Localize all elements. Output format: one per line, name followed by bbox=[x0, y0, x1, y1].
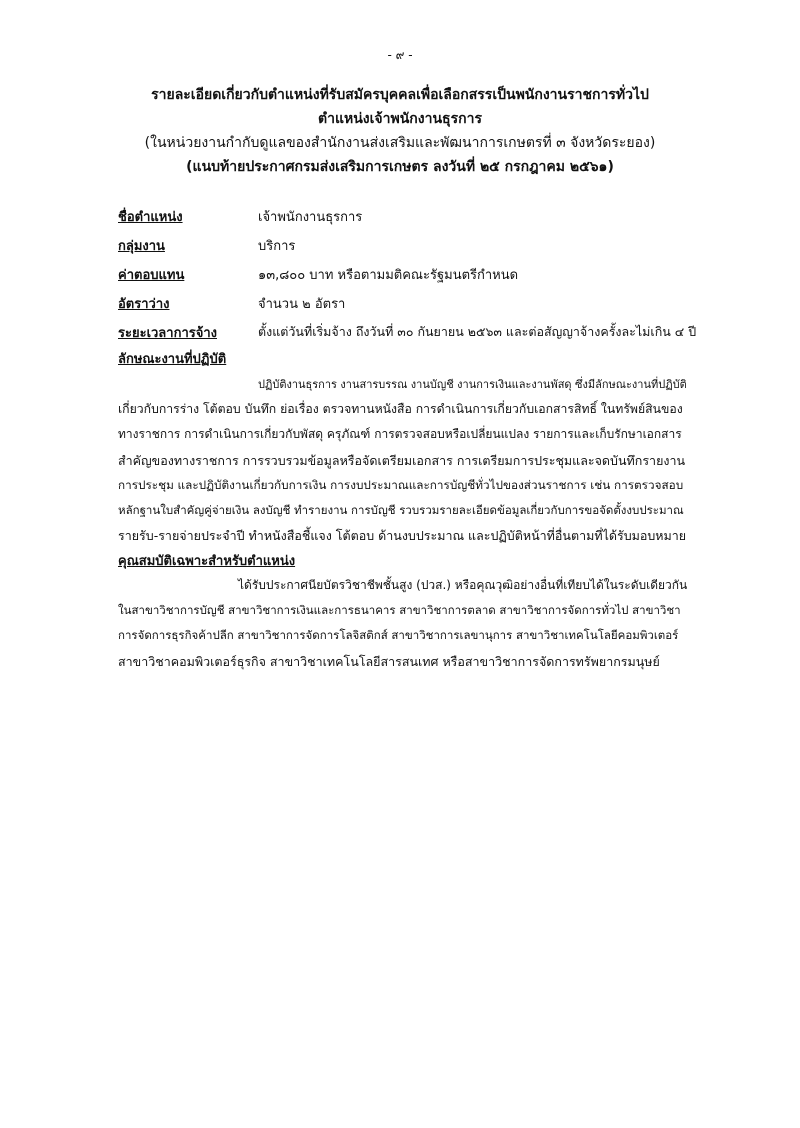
duties-line: สำคัญของทางราชการ การรวบรวมข้อมูลหรือจัดเตรียมเอกสาร การเตรียมการประชุมและจดบันทึกรายงาน bbox=[118, 452, 686, 468]
qualifications-line: ได้รับประกาศนียบัตรวิชาชีพชั้นสูง (ปวส.) หรือคุณวุฒิอย่างอื่นที่เทียบได้ในระดับเดียวกัน bbox=[238, 578, 688, 592]
qualifications-line: สาขาวิชาคอมพิวเตอร์ธุรกิจ สาขาวิชาเทคโนโลยีสารสนเทศ หรือสาขาวิชาการจัดการทรัพยากรมนุษย์ bbox=[118, 653, 660, 669]
qualifications-line: การจัดการธุรกิจค้าปลีก สาขาวิชาการจัดการโลจิสติกส์ สาขาวิชาการเลขานุการ สาขาวิชาเทคโนโลยีคอมพิวเตอร์ bbox=[118, 628, 679, 643]
qualifications-line: ในสาขาวิชาการบัญชี สาขาวิชาการเงินและการธนาคาร สาขาวิชาการตลาด สาขาวิชาการจัดการทั่วไป สาขาวิชา bbox=[118, 603, 681, 618]
field-label-position: ชื่อตำแหน่ง bbox=[118, 210, 183, 225]
duties-line: เกี่ยวกับการร่าง โต้ตอบ บันทึก ย่อเรื่อง ตรวจทานหนังสือ การดำเนินการเกี่ยวกับเอกสารสิทธิ์ ในทรัพย์สินของ bbox=[118, 402, 683, 417]
duties-line: ปฏิบัติงานธุรการ งานสารบรรณ งานบัญชี งานการเงินและงานพัสดุ ซึ่งมีลักษณะงานที่ปฏิบัติ bbox=[258, 378, 687, 391]
duties-heading: ลักษณะงานที่ปฏิบัติ bbox=[118, 352, 227, 367]
duties-line: หลักฐานใบสำคัญคู่จ่ายเงิน ลงบัญชี ทำรายงาน การบัญชี รวบรวมรายละเอียดข้อมูลเกี่ยวกับการขอจัดตั้งงบประมาณ bbox=[118, 503, 684, 518]
title-line-3: (ในหน่วยงานกำกับดูแลของสำนักงานส่งเสริมและพัฒนาการเกษตรที่ ๓ จังหวัดระยอง) bbox=[144, 135, 656, 151]
title-line-2: ตำแหน่งเจ้าพนักงานธุรการ bbox=[318, 111, 482, 127]
qualifications-heading: คุณสมบัติเฉพาะสำหรับตำแหน่ง bbox=[118, 554, 296, 569]
qualifications-paragraph bbox=[118, 573, 688, 674]
duties-paragraph bbox=[118, 372, 688, 548]
title-line-4: (แนบท้ายประกาศกรมส่งเสริมการเกษตร ลงวันที่ ๒๕ กรกฎาคม ๒๕๖๑) bbox=[186, 159, 614, 175]
field-label-salary: ค่าตอบแทน bbox=[118, 268, 185, 283]
duties-line: ทางราชการ การดำเนินการเกี่ยวกับพัสดุ ครุภัณฑ์ การตรวจสอบหรือเปลี่ยนแปลง รายการและเก็บรักษาเอกสาร bbox=[118, 427, 682, 442]
page-number: - ๙ - bbox=[387, 48, 413, 62]
title-line-1: รายละเอียดเกี่ยวกับตำแหน่งที่รับสมัครบุคคลเพื่อเลือกสรรเป็นพนักงานราชการทั่วไป bbox=[151, 87, 649, 103]
field-value-position: เจ้าพนักงานธุรการ bbox=[258, 210, 363, 225]
field-label-period: ระยะเวลาการจ้าง bbox=[118, 326, 217, 341]
field-value-vacancies: จำนวน ๒ อัตรา bbox=[258, 297, 346, 312]
field-label-group: กลุ่มงาน bbox=[118, 239, 165, 254]
duties-line: การประชุม และปฏิบัติงานเกี่ยวกับการเงิน การงบประมาณและการบัญชีทั่วไปของส่วนราชการ เช่น การตรวจสอบ bbox=[118, 477, 684, 492]
field-value-salary: ๑๓,๘๐๐ บาท หรือตามมติคณะรัฐมนตรีกำหนด bbox=[258, 268, 519, 283]
field-value-group: บริการ bbox=[258, 239, 296, 254]
field-value-period: ตั้งแต่วันที่เริ่มจ้าง ถึงวันที่ ๓๐ กันยายน ๒๕๖๓ และต่อสัญญาจ้างครั้งละไม่เกิน ๔ ปี bbox=[258, 324, 697, 339]
duties-line: รายรับ-รายจ่ายประจำปี ทำหนังสือชี้แจง โต้ตอบ ด้านงบประมาณ และปฏิบัติหน้าที่อื่นตามที่ได้รับมอบหมาย bbox=[118, 528, 687, 544]
field-label-vacancies: อัตราว่าง bbox=[118, 297, 170, 312]
